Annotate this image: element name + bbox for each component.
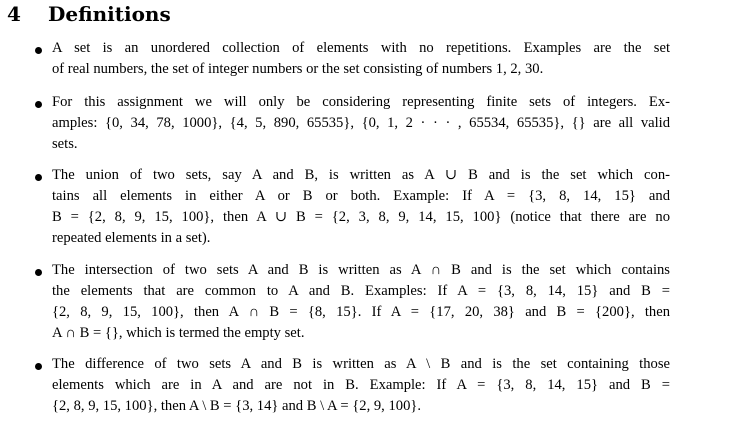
bullet-icon [35, 101, 42, 108]
section-heading [7, 2, 171, 26]
text-line: A set is an unordered collection of elements with no repetitions. Examples are the set [52, 40, 670, 56]
section-number: 4 [7, 2, 21, 26]
text-line: The difference of two sets A and B is written as A \ B and is the set containing those [52, 356, 670, 372]
bullet-icon [35, 47, 42, 54]
text-line: The union of two sets, say A and B, is written as A ∪ B and is the set which con- [52, 167, 670, 183]
text-line: {2, 8, 9, 15, 100}, then A ∩ B = {8, 15}. If A = {17, 20, 38} and B = {200}, then [52, 304, 670, 320]
text-line: The intersection of two sets A and B is written as A ∩ B and is the set which contains [52, 262, 670, 278]
bullet-icon [35, 363, 42, 370]
text-line: the elements that are common to A and B. Examples: If A = {3, 8, 14, 15} and B = [52, 283, 670, 299]
list-item-text [52, 92, 670, 155]
text-line: For this assignment we will only be considering representing finite sets of integers. Ex- [52, 94, 670, 110]
text-line: elements which are in A and are not in B. Example: If A = {3, 8, 14, 15} and B = [52, 377, 670, 393]
text-line: repeated elements in a set). [52, 230, 211, 246]
list-item-text [52, 165, 670, 249]
text-line: B = {2, 8, 9, 15, 100}, then A ∪ B = {2, 3, 8, 9, 14, 15, 100} (notice that there are no [52, 209, 670, 225]
text-line: amples: {0, 34, 78, 1000}, {4, 5, 890, 65535}, {0, 1, 2 · · · , 65534, 65535}, {} are all valid [52, 115, 670, 131]
list-item-text [52, 260, 670, 344]
bullet-icon [35, 174, 42, 181]
text-line: tains all elements in either A or B or both. Example: If A = {3, 8, 14, 15} and [52, 188, 670, 204]
text-line: {2, 8, 9, 15, 100}, then A \ B = {3, 14} and B \ A = {2, 9, 100}. [52, 398, 422, 414]
text-line: A ∩ B = {}, which is termed the empty set. [52, 325, 305, 341]
text-line: of real numbers, the set of integer numbers or the set consisting of numbers 1, 2, 30. [52, 61, 544, 77]
section-title: Definitions [48, 2, 171, 26]
list-item-text [52, 38, 670, 80]
bullet-icon [35, 269, 42, 276]
list-item-text [52, 354, 670, 417]
text-line: sets. [52, 136, 78, 152]
